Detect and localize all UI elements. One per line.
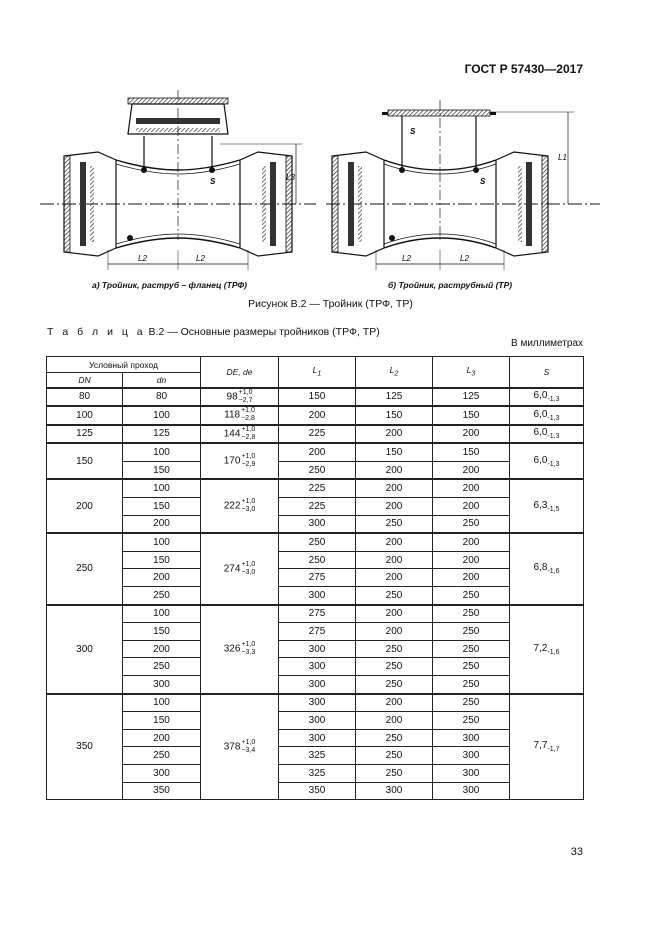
cell-dn: 100 xyxy=(123,406,201,425)
cell-l2: 250 xyxy=(356,658,433,676)
cell-l1: 275 xyxy=(279,569,356,587)
drawing-a-tee-flange xyxy=(40,90,316,270)
table-row xyxy=(47,533,584,551)
dim-s-body-label-b: S xyxy=(480,177,486,186)
table-title-prefix: Т а б л и ц а xyxy=(47,326,146,338)
cell-l1: 150 xyxy=(279,388,356,407)
cell-de: 326+1,0 −3,3 xyxy=(201,605,279,694)
cell-l1: 300 xyxy=(279,694,356,712)
dim-l2-right-label-b: L2 xyxy=(460,254,469,263)
cell-l3: 200 xyxy=(433,479,510,497)
cell-l3: 250 xyxy=(433,623,510,641)
table-row xyxy=(47,551,584,569)
cell-dn: 350 xyxy=(123,782,201,800)
cell-dn: 100 xyxy=(123,694,201,712)
table-row xyxy=(47,587,584,605)
cell-l3: 125 xyxy=(433,388,510,407)
cell-l2: 250 xyxy=(356,640,433,658)
table-row xyxy=(47,515,584,533)
cell-l3: 200 xyxy=(433,551,510,569)
cell-l1: 325 xyxy=(279,747,356,765)
cell-l3: 300 xyxy=(433,764,510,782)
cell-dn: 80 xyxy=(123,388,201,407)
cell-dn: 150 xyxy=(123,712,201,730)
cell-dn: 100 xyxy=(123,533,201,551)
cell-s: $6,0_{-1,3}$ xyxy=(510,443,584,479)
cell-l2: 200 xyxy=(356,533,433,551)
table-row xyxy=(47,425,584,444)
cell-l1: 200 xyxy=(279,443,356,461)
table-row xyxy=(47,605,584,623)
header-l3: $L_3$ xyxy=(433,357,510,388)
cell-l1: 225 xyxy=(279,479,356,497)
cell-dn: 100 xyxy=(123,443,201,461)
table-row xyxy=(47,640,584,658)
cell-l3: 250 xyxy=(433,712,510,730)
cell-de: 222+1,0 −3,0 xyxy=(201,479,279,533)
header-dn-lower: dn xyxy=(123,373,201,388)
table-row xyxy=(47,712,584,730)
table-title-text: В.2 — Основные размеры тройников (ТРФ, ТР) xyxy=(145,326,380,338)
cell-dn: 200 xyxy=(123,569,201,587)
cell-l3: 250 xyxy=(433,515,510,533)
cell-s: $6,0_{-1,3}$ xyxy=(510,388,584,407)
table-row xyxy=(47,747,584,765)
cell-DN: 125 xyxy=(47,425,123,444)
dim-l2-left-label-b: L2 xyxy=(402,254,411,263)
cell-l1: 300 xyxy=(279,729,356,747)
table-row xyxy=(47,694,584,712)
cell-l1: 250 xyxy=(279,461,356,479)
cell-l3: 250 xyxy=(433,640,510,658)
cell-de: 378+1,0 −3,4 xyxy=(201,694,279,800)
cell-l2: 150 xyxy=(356,406,433,425)
cell-de: 274+1,0 −3,0 xyxy=(201,533,279,604)
cell-dn: 200 xyxy=(123,515,201,533)
cell-dn: 250 xyxy=(123,587,201,605)
table-title xyxy=(47,326,380,338)
figure-caption-b: б) Тройник, раструбный (ТР) xyxy=(388,280,513,290)
cell-l3: 250 xyxy=(433,587,510,605)
cell-l1: 300 xyxy=(279,587,356,605)
tee-drawings xyxy=(40,90,620,300)
cell-l1: 350 xyxy=(279,782,356,800)
cell-s: $7,2_{-1,6}$ xyxy=(510,605,584,694)
cell-l2: 200 xyxy=(356,479,433,497)
cell-DN: 200 xyxy=(47,479,123,533)
cell-l1: 275 xyxy=(279,623,356,641)
table-row xyxy=(47,443,584,461)
cell-l1: 300 xyxy=(279,658,356,676)
cell-l2: 250 xyxy=(356,587,433,605)
dim-l3-label-a: L3 xyxy=(286,173,295,182)
cell-dn: 150 xyxy=(123,623,201,641)
table-row xyxy=(47,498,584,516)
cell-l3: 200 xyxy=(433,498,510,516)
dim-s-branch-label-b: S xyxy=(410,127,416,136)
cell-de: 144+1,0 −2,8 xyxy=(201,425,279,444)
cell-DN: 300 xyxy=(47,605,123,694)
cell-s: $6,0_{-1,3}$ xyxy=(510,425,584,444)
cell-dn: 150 xyxy=(123,498,201,516)
cell-l2: 300 xyxy=(356,782,433,800)
standard-header: ГОСТ Р 57430—2017 xyxy=(464,62,583,76)
cell-l2: 250 xyxy=(356,729,433,747)
cell-l2: 250 xyxy=(356,764,433,782)
cell-l2: 200 xyxy=(356,694,433,712)
cell-l1: 225 xyxy=(279,425,356,444)
header-l2: $L_2$ xyxy=(356,357,433,388)
cell-l3: 150 xyxy=(433,443,510,461)
cell-l2: 150 xyxy=(356,443,433,461)
cell-l3: 200 xyxy=(433,461,510,479)
cell-l3: 250 xyxy=(433,658,510,676)
cell-l2: 125 xyxy=(356,388,433,407)
cell-de: 118+1,0 −2,8 xyxy=(201,406,279,425)
table-row xyxy=(47,729,584,747)
table-row xyxy=(47,676,584,694)
table-row xyxy=(47,388,584,407)
table-row xyxy=(47,658,584,676)
cell-l2: 200 xyxy=(356,461,433,479)
cell-l1: 300 xyxy=(279,640,356,658)
cell-de: 98+1,0 −2,7 xyxy=(201,388,279,407)
header-de: DE, de xyxy=(201,357,279,388)
cell-DN: 350 xyxy=(47,694,123,800)
table-row xyxy=(47,461,584,479)
cell-l2: 250 xyxy=(356,747,433,765)
table-units: В миллиметрах xyxy=(511,338,583,349)
cell-l1: 300 xyxy=(279,712,356,730)
dimensions-table xyxy=(46,356,584,800)
table-row xyxy=(47,569,584,587)
cell-dn: 200 xyxy=(123,729,201,747)
cell-l2: 200 xyxy=(356,425,433,444)
cell-l2: 200 xyxy=(356,498,433,516)
cell-l3: 250 xyxy=(433,605,510,623)
cell-l1: 300 xyxy=(279,515,356,533)
table-row xyxy=(47,623,584,641)
cell-l2: 200 xyxy=(356,623,433,641)
cell-l2: 250 xyxy=(356,676,433,694)
cell-dn: 300 xyxy=(123,764,201,782)
cell-dn: 150 xyxy=(123,551,201,569)
cell-DN: 80 xyxy=(47,388,123,407)
cell-l1: 225 xyxy=(279,498,356,516)
table-row xyxy=(47,406,584,425)
table-body xyxy=(47,388,584,800)
drawing-b-tee-socket xyxy=(326,100,600,270)
cell-l2: 200 xyxy=(356,605,433,623)
cell-DN: 100 xyxy=(47,406,123,425)
dim-s-label-a: S xyxy=(210,177,216,186)
header-passage: Условный проход xyxy=(47,357,201,373)
figure-caption-a: а) Тройник, раструб – фланец (ТРФ) xyxy=(92,280,247,290)
dim-l2-left-label-a: L2 xyxy=(138,254,147,263)
cell-l3: 150 xyxy=(433,406,510,425)
header-s: S xyxy=(510,357,584,388)
table-row xyxy=(47,479,584,497)
cell-l1: 300 xyxy=(279,676,356,694)
cell-l3: 200 xyxy=(433,533,510,551)
cell-l1: 325 xyxy=(279,764,356,782)
cell-dn: 100 xyxy=(123,605,201,623)
cell-dn: 100 xyxy=(123,479,201,497)
cell-s: $6,0_{-1,3}$ xyxy=(510,406,584,425)
cell-l1: 250 xyxy=(279,533,356,551)
figure-title: Рисунок В.2 — Тройник (ТРФ, ТР) xyxy=(248,298,413,310)
cell-l1: 200 xyxy=(279,406,356,425)
cell-dn: 150 xyxy=(123,461,201,479)
cell-l2: 200 xyxy=(356,712,433,730)
cell-l1: 275 xyxy=(279,605,356,623)
cell-s: $7,7_{-1,7}$ xyxy=(510,694,584,800)
cell-DN: 250 xyxy=(47,533,123,604)
cell-l2: 200 xyxy=(356,569,433,587)
cell-s: $6,8_{-1,6}$ xyxy=(510,533,584,604)
cell-dn: 200 xyxy=(123,640,201,658)
cell-l3: 200 xyxy=(433,425,510,444)
cell-l3: 200 xyxy=(433,569,510,587)
cell-l3: 250 xyxy=(433,694,510,712)
cell-l1: 250 xyxy=(279,551,356,569)
cell-l3: 300 xyxy=(433,782,510,800)
header-l1: $L_1$ xyxy=(279,357,356,388)
cell-dn: 300 xyxy=(123,676,201,694)
cell-l3: 300 xyxy=(433,729,510,747)
cell-l2: 250 xyxy=(356,515,433,533)
cell-l2: 200 xyxy=(356,551,433,569)
cell-dn: 250 xyxy=(123,747,201,765)
dim-l2-right-label-a: L2 xyxy=(196,254,205,263)
cell-dn: 125 xyxy=(123,425,201,444)
cell-s: $6,3_{-1,5}$ xyxy=(510,479,584,533)
cell-l3: 300 xyxy=(433,747,510,765)
table-row xyxy=(47,764,584,782)
page-number: 33 xyxy=(570,846,583,858)
cell-l3: 250 xyxy=(433,676,510,694)
dim-l1-label-b: L1 xyxy=(558,153,567,162)
cell-DN: 150 xyxy=(47,443,123,479)
header-dn-upper: DN xyxy=(47,373,123,388)
table-row xyxy=(47,782,584,800)
cell-dn: 250 xyxy=(123,658,201,676)
cell-de: 170+1,0 −2,9 xyxy=(201,443,279,479)
